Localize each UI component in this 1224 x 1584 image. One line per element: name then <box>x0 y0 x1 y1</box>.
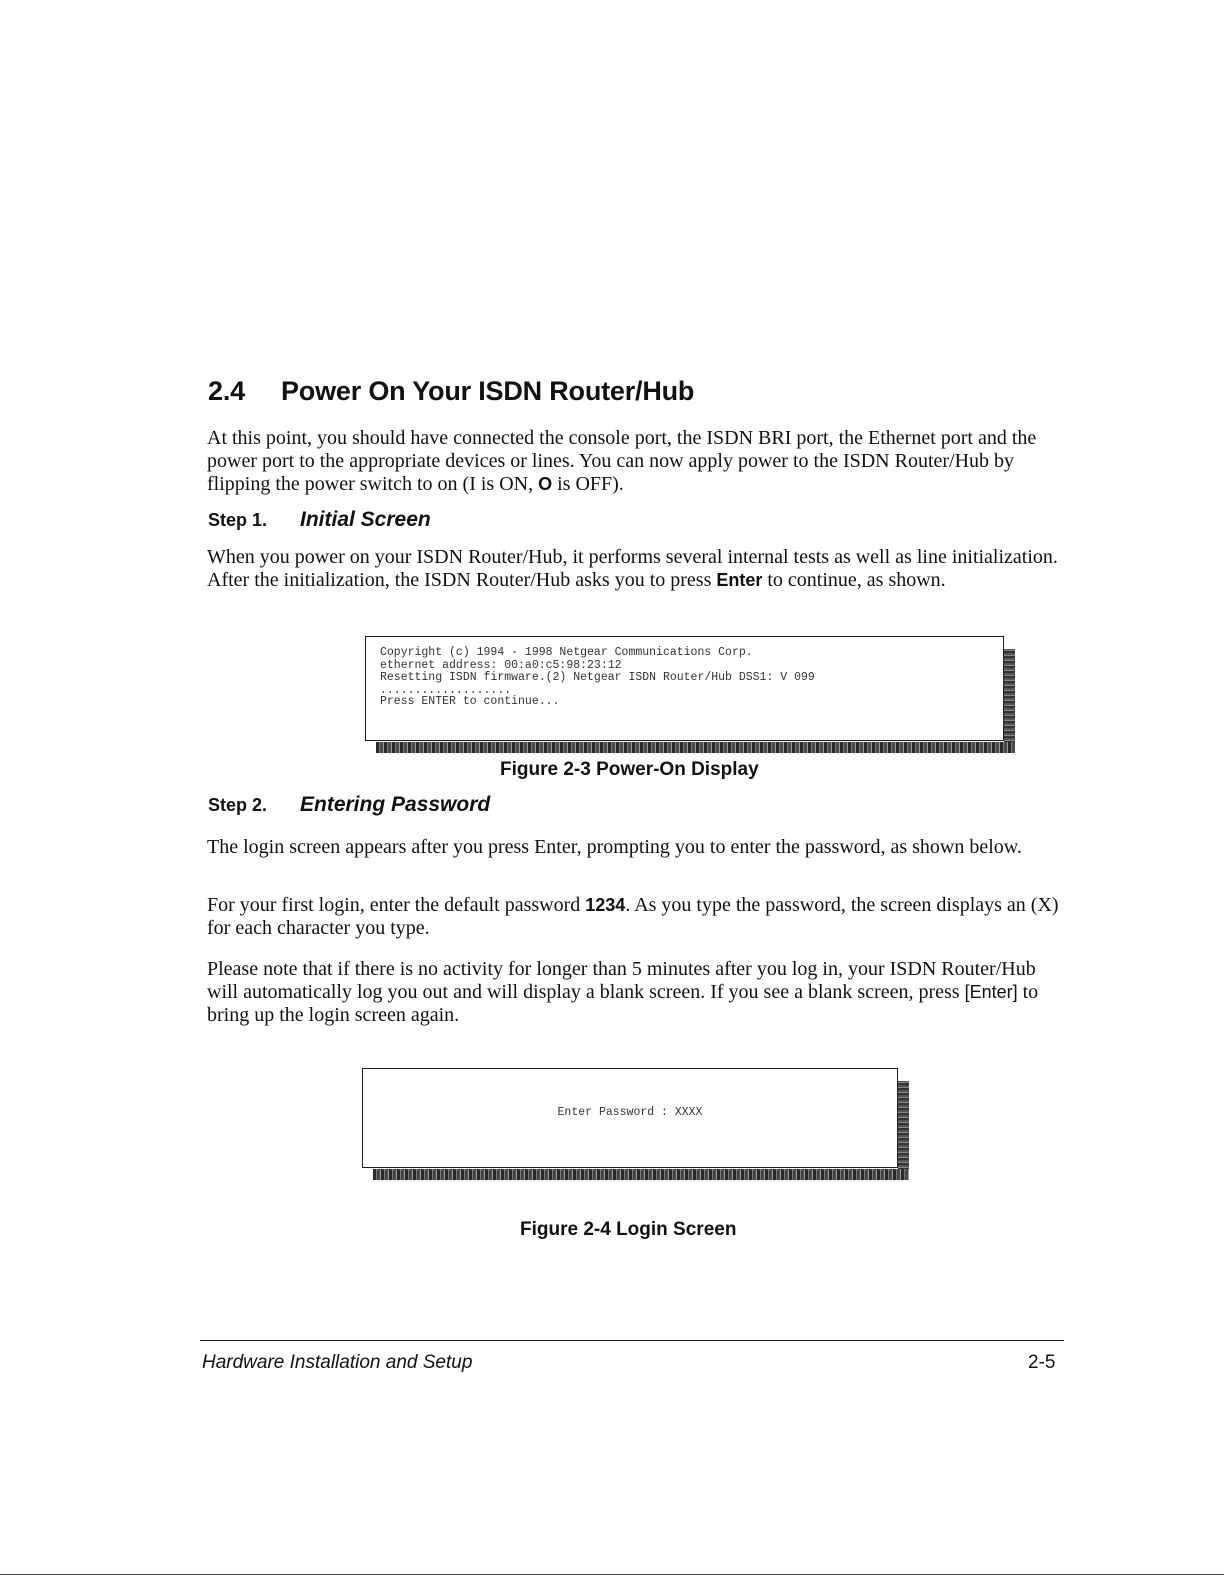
off-symbol: O <box>538 474 553 494</box>
console-shadow <box>376 742 1015 753</box>
intro-paragraph <box>207 427 1067 496</box>
login-console-figure <box>362 1068 898 1168</box>
on-symbol: I <box>469 473 476 495</box>
console-line: Press ENTER to continue... <box>380 694 560 708</box>
step-1-text: When you power on your ISDN Router/Hub, it performs several internal tests as well as line initialization. After the initialization, the ISDN Router/Hub asks you to press <box>207 546 1058 591</box>
figure-2-4-caption: Figure 2-4 Login Screen <box>520 1219 737 1240</box>
console-line: Copyright (c) 1994 - 1998 Netgear Communications Corp. <box>380 646 753 659</box>
console-lines <box>380 647 815 708</box>
scan-edge-line <box>0 1574 1224 1575</box>
step-1-text-end: to continue, as shown. <box>762 569 946 591</box>
default-password: 1234 <box>585 895 626 915</box>
enter-key-bracket: [Enter] <box>964 982 1018 1002</box>
intro-text-mid: is ON, <box>475 473 539 495</box>
figure-2-3-caption: Figure 2-3 Power-On Display <box>500 759 759 780</box>
step-2-heading <box>208 793 490 817</box>
console-shadow <box>898 1081 909 1180</box>
console-line: Resetting ISDN firmware.(2) Netgear ISDN Router/Hub DSS1: V 099 <box>380 671 815 684</box>
intro-text-end: is OFF). <box>552 473 624 495</box>
intro-text: At this point, you should have connected the console port, the ISDN BRI port, the Ethernet port and the power port to the appropriate devices or lines. You can now apply power to the ISDN Router/Hub by flipping the power switch to on ( <box>207 427 1037 495</box>
step-2-title: Entering Password <box>300 793 491 816</box>
step-2-note-text: Please note that if there is no activity for longer than 5 minutes after you log in, your ISDN Router/Hub will automatically log you out and will display a blank screen. If you see a blank screen, press <box>207 958 1036 1003</box>
step-1-paragraph <box>207 546 1067 592</box>
console-line: ................... <box>380 683 512 697</box>
step-2-paragraph-2 <box>207 894 1067 940</box>
section-title: Power On Your ISDN Router/Hub <box>281 376 695 406</box>
power-on-console-figure <box>365 636 1004 741</box>
step-2-text-end: . As you type the password, the screen displays an (X) for each character you type. <box>207 894 1059 939</box>
console-line: ethernet address: 00:a0:c5:98:23:12 <box>380 658 622 672</box>
console-shadow <box>1004 649 1015 753</box>
step-2-text: For your first login, enter the default password <box>207 894 586 916</box>
step-1-heading <box>208 508 431 532</box>
page-number: 2-5 <box>1028 1352 1056 1373</box>
password-prompt: Enter Password : XXXX <box>557 1106 703 1119</box>
footer-divider <box>200 1340 1064 1341</box>
section-number: 2.4 <box>208 376 245 406</box>
step-2-label: Step 2. <box>208 795 268 815</box>
console-shadow <box>373 1169 909 1180</box>
section-heading <box>208 376 694 407</box>
step-1-title: Initial Screen <box>300 508 431 531</box>
enter-key-label: Enter <box>716 570 763 590</box>
step-1-label: Step 1. <box>208 510 268 530</box>
step-2-note-end: to bring up the login screen again. <box>207 981 1039 1026</box>
step-2-paragraph-3 <box>207 958 1067 1027</box>
footer-chapter-title: Hardware Installation and Setup <box>202 1352 473 1373</box>
step-2-paragraph-1: The login screen appears after you press Enter, prompting you to enter the password, as shown below. <box>207 836 1022 858</box>
